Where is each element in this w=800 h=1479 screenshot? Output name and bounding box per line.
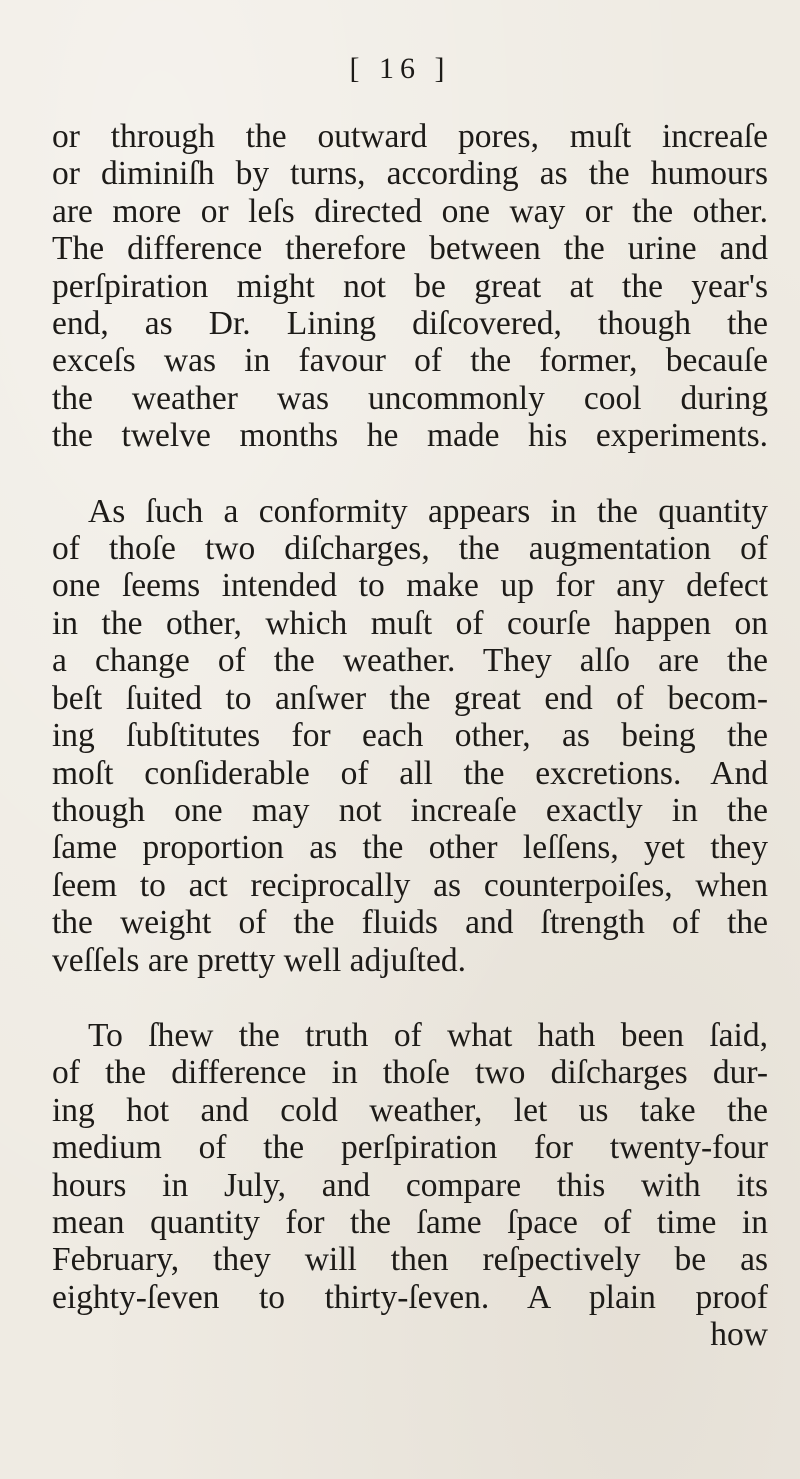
text-line: To ſhew the truth of what hath been ſaid, [88,1016,768,1054]
page-number-header: [ 16 ] [349,52,451,85]
body-text [52,118,768,1354]
text-line: one ſeems intended to make up for any defect [52,567,768,605]
text-line: February, they will then reſpectively be as [52,1241,768,1279]
text-line: veſſels are pretty well adjuſted. [52,941,466,979]
text-line: As ſuch a conformity appears in the quantity [88,492,768,530]
text-line: ing hot and cold weather, let us take the [52,1091,768,1129]
text-line: The difference therefore between the urine and [52,230,768,268]
catchword: how [710,1316,768,1354]
paragraph-gap [52,979,768,1017]
text-line: ſame proportion as the other leſſens, yet they [52,829,768,867]
text-line: perſpiration might not be great at the year's [52,267,768,305]
text-line: ing ſubſtitutes for each other, as being the [52,717,768,755]
text-line: or through the outward pores, muſt increaſe [52,118,768,155]
text-line: beſt ſuited to anſwer the great end of becom- [52,679,768,717]
text-line: exceſs was in favour of the former, becauſe [52,342,768,380]
text-line: in the other, which muſt of courſe happen on [52,604,768,642]
text-line: medium of the perſpiration for twenty-four [52,1129,768,1167]
text-line: mean quantity for the ſame ſpace of time in [52,1203,768,1241]
text-line: end, as Dr. Lining diſcovered, though the [52,305,768,343]
text-line: the weight of the fluids and ſtrength of the [52,904,768,942]
text-line: the weather was uncommonly cool during [52,379,768,417]
text-line: ſeem to act reciprocally as counterpoiſes, when [52,866,768,904]
text-line: of the difference in thoſe two diſcharges dur- [52,1054,768,1092]
text-line: the twelve months he made his experiments. [52,417,768,455]
text-line: eighty-ſeven to thirty-ſeven. A plain proof [52,1278,768,1316]
text-line: though one may not increaſe exactly in the [52,791,768,829]
text-line: or diminiſh by turns, according as the humours [52,155,768,193]
text-line: hours in July, and compare this with its [52,1166,768,1204]
text-line: of thoſe two diſcharges, the augmentation of [52,530,768,568]
text-line: a change of the weather. They alſo are the [52,642,768,680]
text-line: moſt conſiderable of all the excretions. And [52,754,768,792]
paragraph-gap [52,455,768,493]
text-line: are more or leſs directed one way or the other. [52,192,768,230]
